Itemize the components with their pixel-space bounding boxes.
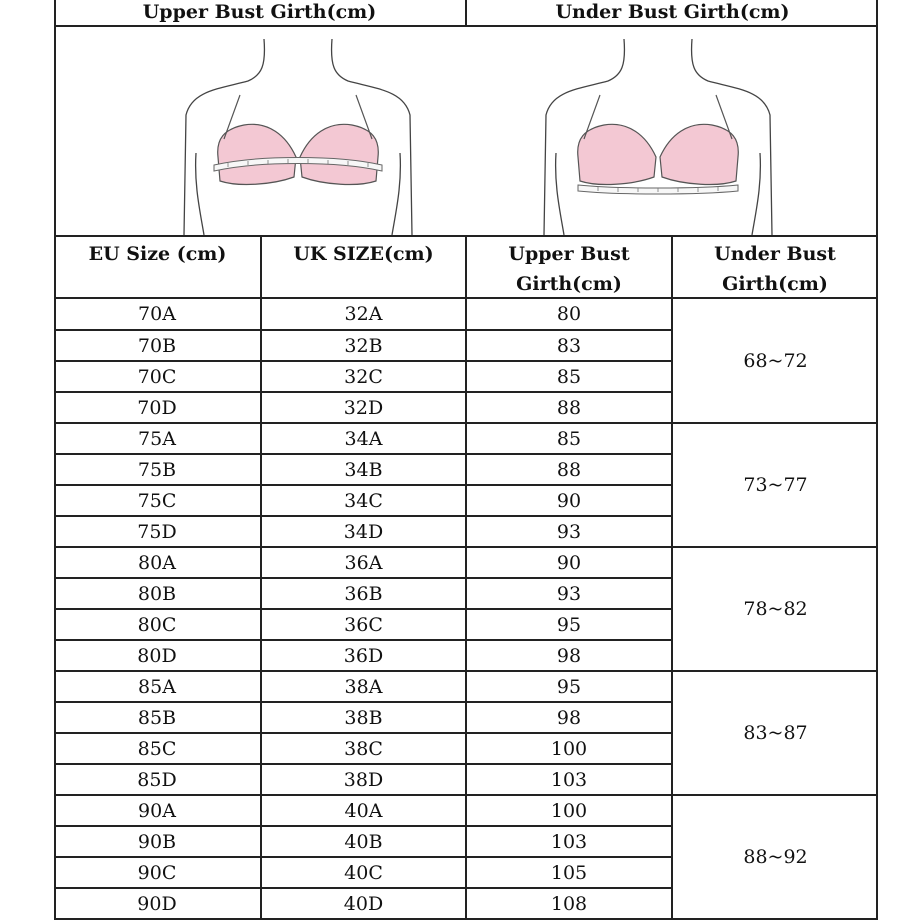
eu-size-cell: 85D [54, 764, 261, 795]
eu-size-cell: 75A [54, 423, 261, 454]
eu-size-cell: 75D [54, 516, 261, 547]
upper-bust-cell: 103 [466, 826, 672, 857]
upper-bust-cell: 80 [466, 299, 672, 330]
eu-size-label: EU Size (cm) [88, 243, 227, 265]
uk-size-cell: 34A [261, 423, 466, 454]
upper-bust-cell: 95 [466, 609, 672, 640]
eu-size-cell: 85C [54, 733, 261, 764]
eu-size-cell: 85A [54, 671, 261, 702]
upper-bust-girth-title: Upper Bust Girth(cm) [54, 0, 467, 25]
uk-size-cell: 40D [261, 888, 466, 919]
measurement-header-row [54, 0, 878, 27]
column-header-under-bust [672, 237, 878, 299]
table-row [54, 671, 878, 702]
eu-size-cell: 85B [54, 702, 261, 733]
table-row [54, 547, 878, 578]
table-row [54, 795, 878, 826]
upper-bust-cell: 85 [466, 423, 672, 454]
under-bust-range-cell: 88~92 [672, 795, 878, 919]
uk-size-cell: 32B [261, 330, 466, 361]
uk-size-label: UK SIZE(cm) [293, 243, 434, 265]
column-divider [260, 237, 262, 299]
under-bust-label-line1: Under Bust [714, 243, 836, 265]
uk-size-cell: 38A [261, 671, 466, 702]
uk-size-cell: 32C [261, 361, 466, 392]
upper-bust-cell: 100 [466, 733, 672, 764]
eu-size-cell: 90B [54, 826, 261, 857]
measurement-illustrations [54, 27, 878, 237]
uk-size-cell: 34B [261, 454, 466, 485]
upper-bust-cell: 98 [466, 702, 672, 733]
under-bust-range-cell: 83~87 [672, 671, 878, 795]
uk-size-cell: 32A [261, 299, 466, 330]
eu-size-cell: 70A [54, 299, 261, 330]
eu-size-cell: 80D [54, 640, 261, 671]
column-header-upper-bust [466, 237, 672, 299]
under-bust-girth-title: Under Bust Girth(cm) [555, 1, 790, 23]
eu-size-cell: 70D [54, 392, 261, 423]
eu-size-cell: 90D [54, 888, 261, 919]
upper-bust-cell: 100 [466, 795, 672, 826]
eu-size-cell: 90A [54, 795, 261, 826]
table-row [54, 299, 878, 330]
upper-bust-cell: 103 [466, 764, 672, 795]
uk-size-cell: 40B [261, 826, 466, 857]
uk-size-cell: 32D [261, 392, 466, 423]
uk-size-cell: 36C [261, 609, 466, 640]
eu-size-cell: 70C [54, 361, 261, 392]
under-bust-label-line2: Girth(cm) [722, 273, 828, 295]
eu-size-cell: 70B [54, 330, 261, 361]
column-divider [671, 237, 673, 299]
upper-bust-cell: 93 [466, 516, 672, 547]
bra-upper-bust-measurement-icon [178, 35, 418, 235]
table-row [54, 423, 878, 454]
upper-bust-label-line2: Girth(cm) [516, 273, 622, 295]
upper-bust-label-line1: Upper Bust [508, 243, 630, 265]
eu-size-cell: 80B [54, 578, 261, 609]
under-bust-range-cell: 73~77 [672, 423, 878, 547]
eu-size-cell: 75B [54, 454, 261, 485]
upper-bust-cell: 90 [466, 485, 672, 516]
bra-under-bust-measurement-icon [538, 35, 778, 235]
uk-size-cell: 40C [261, 857, 466, 888]
uk-size-cell: 38B [261, 702, 466, 733]
uk-size-cell: 38C [261, 733, 466, 764]
upper-bust-cell: 83 [466, 330, 672, 361]
upper-bust-cell: 105 [466, 857, 672, 888]
upper-bust-cell: 90 [466, 547, 672, 578]
uk-size-cell: 34D [261, 516, 466, 547]
uk-size-cell: 40A [261, 795, 466, 826]
uk-size-cell: 34C [261, 485, 466, 516]
eu-size-cell: 90C [54, 857, 261, 888]
eu-size-cell: 75C [54, 485, 261, 516]
upper-bust-cell: 85 [466, 361, 672, 392]
column-header-eu-size [54, 237, 261, 299]
upper-bust-cell: 93 [466, 578, 672, 609]
eu-size-cell: 80A [54, 547, 261, 578]
eu-size-cell: 80C [54, 609, 261, 640]
under-bust-range-cell: 68~72 [672, 299, 878, 423]
size-table [54, 299, 878, 920]
uk-size-cell: 36D [261, 640, 466, 671]
upper-bust-cell: 95 [466, 671, 672, 702]
uk-size-cell: 36A [261, 547, 466, 578]
under-bust-range-cell: 78~82 [672, 547, 878, 671]
upper-bust-cell: 88 [466, 454, 672, 485]
uk-size-cell: 38D [261, 764, 466, 795]
upper-bust-cell: 98 [466, 640, 672, 671]
column-divider [465, 237, 467, 299]
column-header-uk-size [261, 237, 466, 299]
upper-bust-cell: 88 [466, 392, 672, 423]
upper-bust-cell: 108 [466, 888, 672, 919]
uk-size-cell: 36B [261, 578, 466, 609]
